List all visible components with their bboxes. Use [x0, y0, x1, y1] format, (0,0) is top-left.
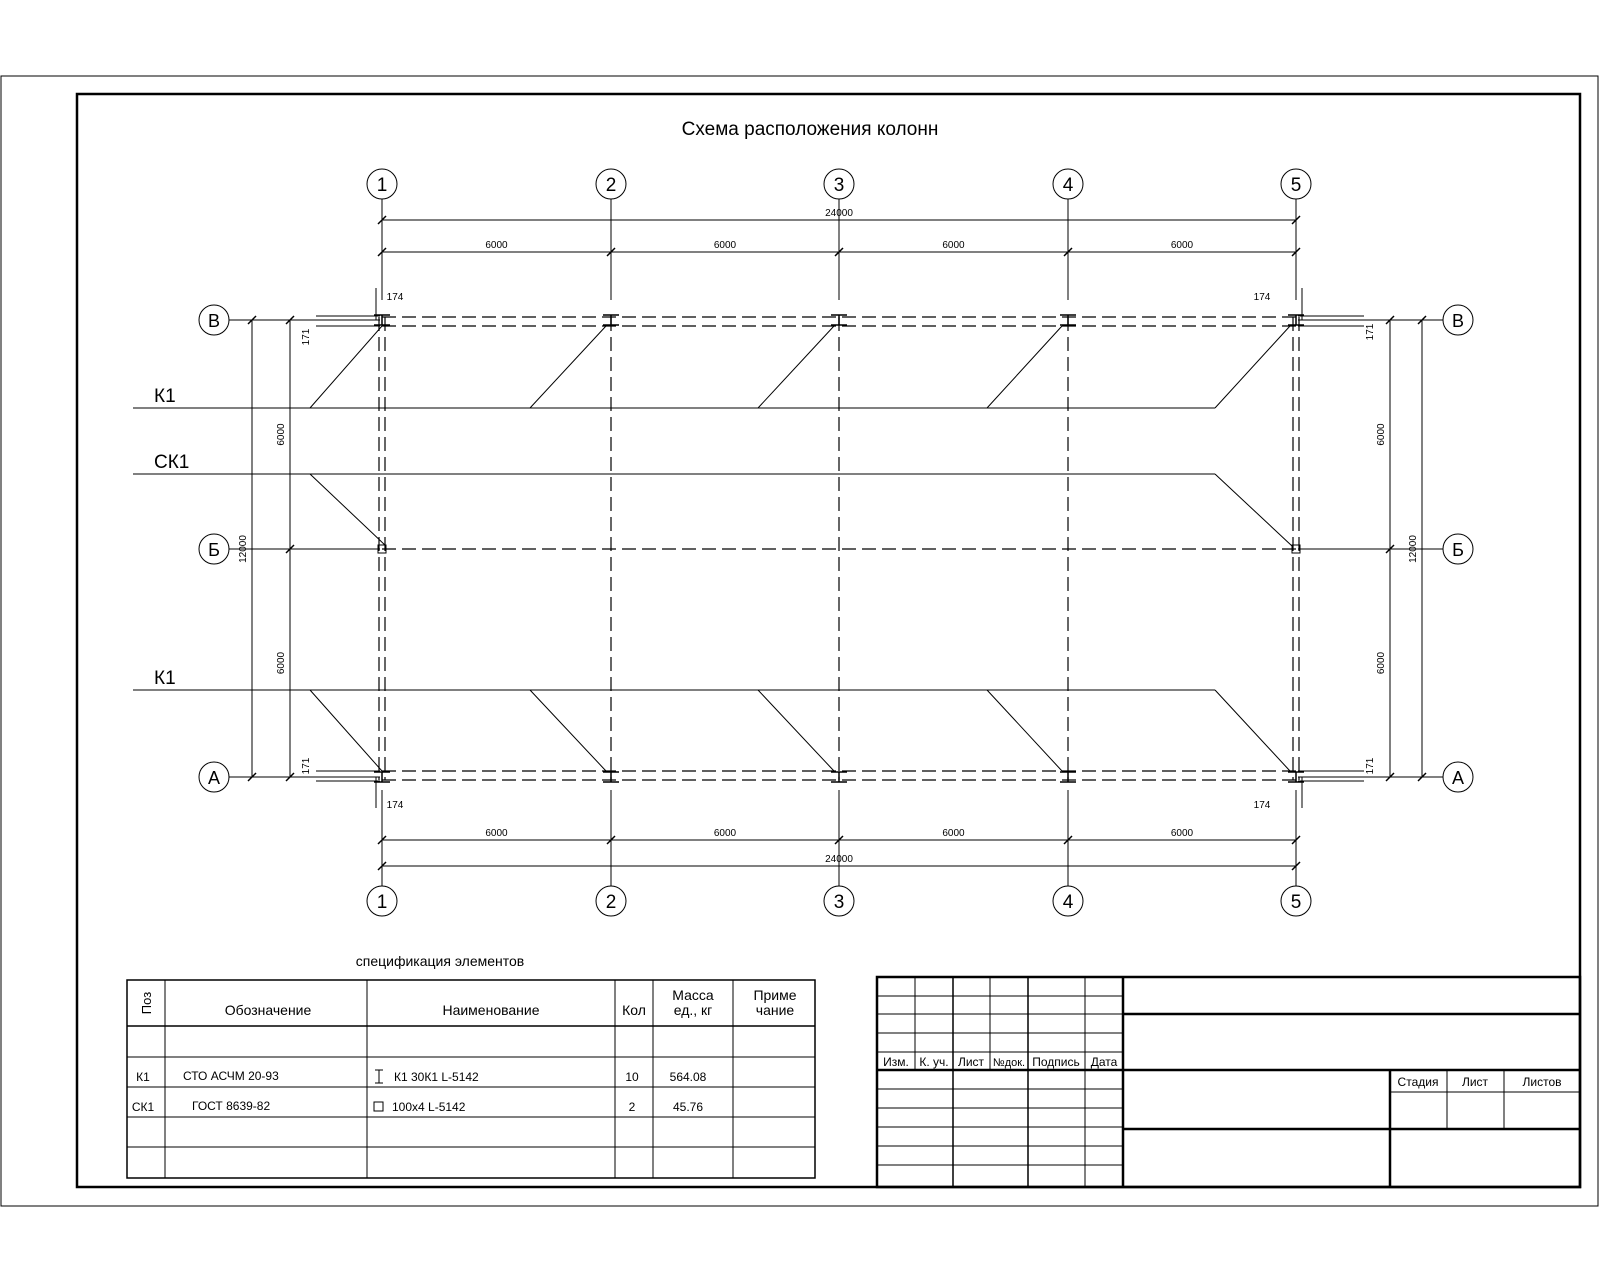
axis-label-column: 2: [605, 175, 617, 196]
dimension-text-offset: 174: [1253, 800, 1271, 811]
dimension-text-bay: 6000: [485, 828, 508, 839]
axis-label-column: 4: [1062, 175, 1074, 196]
spec-row-designation: ГОСТ 8639-82: [192, 1099, 271, 1113]
spec-row-mass: 564.08: [669, 1070, 707, 1084]
table-row: [136, 1069, 707, 1084]
i-beam-icon: [375, 1070, 383, 1083]
drawing-frame: [77, 94, 1580, 1187]
dimension-text-overall: 24000: [825, 208, 853, 219]
dimension-text-bay: 6000: [485, 240, 508, 251]
axis-label-row: В: [1451, 311, 1465, 331]
dimension-text-bay: 6000: [942, 828, 965, 839]
axis-label-column: 3: [833, 892, 845, 913]
dimension-text-bay: 6000: [1170, 240, 1194, 251]
leader-line: [1215, 474, 1292, 546]
dimension-text-row: 6000: [1376, 651, 1387, 675]
table-row: [132, 1099, 704, 1114]
spec-header-qty: Кол: [622, 1002, 646, 1018]
leader-line: [758, 690, 834, 771]
leader-line: [310, 690, 382, 771]
rev-header-change: Изм.: [883, 1055, 909, 1069]
leader-line: [1215, 326, 1290, 408]
dimension-text-offset: 174: [386, 292, 404, 303]
dimension-text-overall: 24000: [825, 854, 853, 865]
leader-line: [530, 326, 606, 408]
spec-header-mass-2: ед., кг: [673, 1002, 713, 1018]
column-plan: [133, 169, 1473, 916]
dimension-text-width: 12000: [1408, 535, 1419, 563]
title-block: [877, 977, 1580, 1187]
dimension-text-bay: 6000: [1170, 828, 1194, 839]
dimension-text-bay: 6000: [713, 828, 737, 839]
spec-title: спецификация элементов: [355, 953, 525, 969]
axis-label-column: 2: [605, 892, 617, 913]
spec-row-qty: 10: [625, 1070, 639, 1084]
stage-header: Стадия: [1397, 1075, 1439, 1089]
spec-row-mass: 45.76: [672, 1100, 704, 1114]
element-label-k1-top: К1: [154, 386, 176, 407]
rev-header-date: Дата: [1090, 1055, 1118, 1069]
rev-header-sheet: Лист: [957, 1055, 985, 1069]
dimension-text-offset: 171: [301, 328, 312, 346]
specification-table: [127, 953, 815, 1178]
dimension-text-offset: 171: [1365, 757, 1376, 775]
drawing-title: Схема расположения колонн: [681, 119, 939, 140]
leader-line: [758, 326, 834, 408]
axis-label-row: Б: [1452, 540, 1464, 560]
spec-row-qty: 2: [628, 1100, 636, 1114]
axis-label-column: 1: [376, 175, 388, 196]
sheet-header: Лист: [1461, 1075, 1489, 1089]
spec-header-note-2: чание: [755, 1002, 795, 1018]
rev-header-area: К. уч.: [919, 1055, 949, 1069]
axis-label-row: В: [207, 311, 221, 331]
element-label-sk1: СК1: [154, 452, 190, 473]
square-tube-icon: [374, 1102, 383, 1111]
axis-label-column: 4: [1062, 892, 1074, 913]
spec-row-name: К1 30К1 L-5142: [394, 1070, 479, 1084]
spec-row-designation: СТО АСЧМ 20-93: [183, 1069, 279, 1083]
axis-label-row: А: [1451, 768, 1465, 788]
rev-header-sign: Подпись: [1032, 1055, 1080, 1069]
leader-line: [987, 326, 1062, 408]
axis-label-column: 5: [1290, 892, 1302, 913]
axis-label-row: А: [207, 768, 221, 788]
spec-header-pos: Поз: [139, 991, 154, 1015]
dimension-text-row: 6000: [1376, 423, 1387, 446]
dimension-text-row: 6000: [276, 651, 287, 675]
rev-header-doc: №док.: [992, 1057, 1026, 1069]
dimension-text-offset: 174: [1253, 292, 1271, 303]
axis-label-row: Б: [208, 540, 220, 560]
axis-label-column: 5: [1290, 175, 1302, 196]
dimension-text-width: 12000: [238, 535, 249, 563]
spec-header-mass-1: Масса: [672, 987, 714, 1003]
spec-header-note-1: Приме: [753, 987, 797, 1003]
dimension-text-row: 6000: [276, 423, 287, 446]
spec-row-pos: К1: [136, 1070, 150, 1084]
dimension-text-offset: 171: [301, 757, 312, 775]
dimension-text-bay: 6000: [713, 240, 737, 251]
leader-line: [310, 474, 386, 546]
spec-row-pos: СК1: [131, 1100, 155, 1114]
spec-header-designation: Обозначение: [224, 1002, 312, 1018]
axis-label-column: 3: [833, 175, 845, 196]
sheet-border: [1, 76, 1598, 1206]
leader-line: [530, 690, 606, 771]
dimension-text-offset: 174: [386, 800, 404, 811]
sheets-header: Листов: [1522, 1075, 1562, 1089]
leader-line: [310, 326, 382, 408]
dimension-text-bay: 6000: [942, 240, 965, 251]
axis-label-column: 1: [376, 892, 388, 913]
dimension-text-offset: 171: [1365, 323, 1376, 341]
spec-row-name: 100x4 L-5142: [392, 1100, 466, 1114]
element-label-k1-bottom: К1: [154, 668, 176, 689]
spec-header-name: Наименование: [442, 1002, 540, 1018]
leader-line: [1215, 690, 1290, 771]
leader-line: [987, 690, 1062, 771]
